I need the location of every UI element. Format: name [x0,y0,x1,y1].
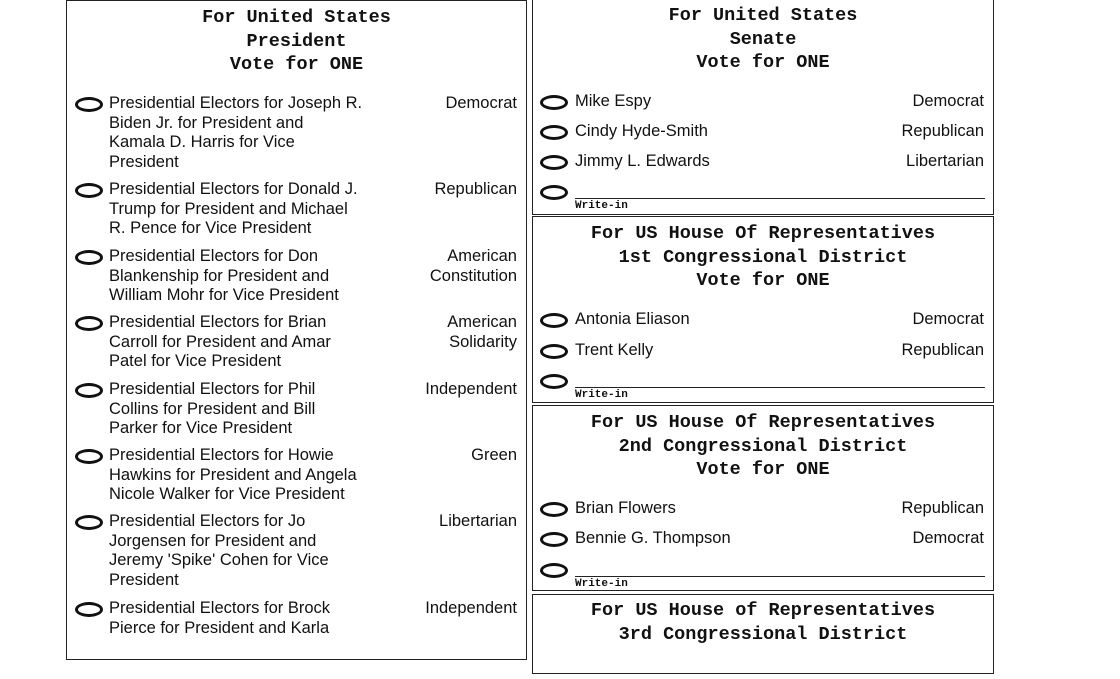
candidate-party: Democrat [912,310,984,328]
candidate-name-line: Jeremy 'Spike' Cohen for Vice [109,551,329,569]
vote-oval[interactable] [540,502,568,517]
write-in-vote-oval[interactable] [540,185,568,200]
candidate-row [533,499,993,521]
candidate-name-line: Presidential Electors for Don [109,247,319,265]
title-line: For United States [668,5,858,26]
candidate-party: Libertarian [906,152,984,170]
house-district-3-contest [532,594,994,674]
candidate-party: Republican [901,341,984,359]
candidate-name: Antonia Eliason [575,310,690,328]
candidate-party [397,94,517,114]
candidate-name [109,446,399,505]
vote-oval[interactable] [540,155,568,170]
party-line: Independent [425,599,517,617]
candidate-party [397,512,517,532]
write-in-field[interactable] [575,198,985,199]
candidate-row [533,310,993,332]
candidate-party [397,446,517,466]
party-line: Republican [434,180,517,198]
candidate-name: Jimmy L. Edwards [575,152,710,170]
vote-oval[interactable] [540,125,568,140]
candidate-name-line: Presidential Electors for Donald J. [109,180,358,198]
vote-oval[interactable] [75,602,103,617]
title-line: For US House of Representatives [590,600,936,621]
president-contest [66,0,527,660]
candidate-name-line: Jorgensen for President and [109,531,317,550]
candidate-party [397,380,517,400]
president-contest-title [67,1,526,77]
vote-oval[interactable] [75,449,103,464]
title-line: Vote for ONE [229,54,364,75]
write-in-vote-oval[interactable] [540,374,568,389]
candidate-row [533,529,993,551]
vote-oval[interactable] [75,383,103,398]
title-line: For US House Of Representatives [590,412,936,433]
party-line: Libertarian [439,512,517,530]
candidate-row [67,512,526,592]
candidate-party [397,180,517,200]
candidate-name-line: Presidential Electors for Jo [109,512,306,530]
title-line: 1st Congressional District [618,246,908,268]
candidate-name-line: Presidential Electors for Joseph R. [109,94,363,112]
house-district-2-title [533,406,993,482]
senate-contest-title [533,0,993,75]
candidate-party [397,247,517,286]
house-district-3-title [533,595,993,646]
candidate-name [109,247,399,306]
vote-oval[interactable] [75,97,103,112]
candidate-party: Democrat [912,92,984,110]
house-district-1-title [533,217,993,293]
candidate-name: Bennie G. Thompson [575,529,731,547]
candidate-name-line: Presidential Electors for Brian [109,313,327,331]
candidate-name-line: President [109,570,179,589]
candidate-row [67,599,526,679]
candidate-name-line: Carroll for President and Amar [109,332,331,351]
candidate-row [533,152,993,174]
candidate-row [533,341,993,363]
candidate-name-line: Biden Jr. for President and [109,113,304,132]
write-in-label: Write-in [575,389,628,401]
candidate-name-line: Collins for President and Bill [109,399,316,418]
write-in-label: Write-in [575,200,628,212]
candidate-name [109,180,399,239]
candidate-name-line: Patel for Vice President [109,352,282,370]
house-district-1-contest [532,216,994,403]
candidate-name: Mike Espy [575,92,652,110]
house-district-2-contest [532,405,994,591]
candidate-name-line: Presidential Electors for Brock [109,599,331,617]
candidate-party: Republican [901,499,984,517]
candidate-name [109,380,399,439]
title-line: For United States [202,7,391,28]
candidate-party [397,599,517,619]
vote-oval[interactable] [75,316,103,331]
candidate-row [533,92,993,114]
right-column [532,0,994,660]
vote-oval[interactable] [540,313,568,328]
party-line: American [447,313,517,331]
vote-oval[interactable] [75,515,103,530]
title-line: Senate [729,28,797,50]
candidate-party: Republican [901,122,984,140]
candidate-name-line: President [109,152,179,171]
title-line: 2nd Congressional District [618,435,908,457]
party-line: Democrat [445,94,517,112]
title-line: President [246,30,347,52]
write-in-field[interactable] [575,387,985,388]
vote-oval[interactable] [75,183,103,198]
candidate-party [397,313,517,352]
title-line: For US House Of Representatives [590,223,936,244]
vote-oval[interactable] [540,344,568,359]
title-line: Vote for ONE [696,270,830,291]
candidate-name: Brian Flowers [575,499,676,517]
candidate-name-line: Trump for President and Michael [109,199,348,218]
candidate-name-line: Presidential Electors for Phil [109,380,316,398]
senate-contest [532,0,994,215]
candidate-name [109,599,399,638]
candidate-name-line: Pierce for President and Karla [109,618,330,637]
write-in-field[interactable] [575,576,985,577]
party-line: American [447,247,517,265]
candidate-name-line: Presidential Electors for Howie [109,446,334,464]
party-line: Green [471,446,517,464]
title-line: 3rd Congressional District [618,623,908,645]
party-line: Solidarity [449,332,517,351]
candidate-name [109,313,399,372]
candidate-name-line: R. Pence for Vice President [109,219,312,237]
party-line: Independent [425,380,517,398]
candidate-name [109,512,399,590]
candidate-name: Cindy Hyde-Smith [575,122,708,140]
candidate-name-line: Kamala D. Harris for Vice [109,133,295,151]
candidate-name-line: Blankenship for President and [109,266,330,285]
candidate-name-line: Nicole Walker for Vice President [109,485,345,503]
candidate-party: Democrat [912,529,984,547]
vote-oval[interactable] [540,95,568,110]
candidate-row [67,94,526,174]
vote-oval[interactable] [75,250,103,265]
candidate-row [533,122,993,144]
vote-oval[interactable] [540,532,568,547]
candidate-name-line: William Mohr for Vice President [109,286,339,304]
write-in-vote-oval[interactable] [540,563,568,578]
candidate-name [109,94,399,172]
write-in-label: Write-in [575,578,628,590]
party-line: Constitution [429,266,517,285]
title-line: Vote for ONE [696,459,830,480]
candidate-name: Trent Kelly [575,341,654,359]
title-line: Vote for ONE [696,52,830,73]
candidate-name-line: Parker for Vice President [109,419,293,437]
candidate-name-line: Hawkins for President and Angela [109,465,357,484]
